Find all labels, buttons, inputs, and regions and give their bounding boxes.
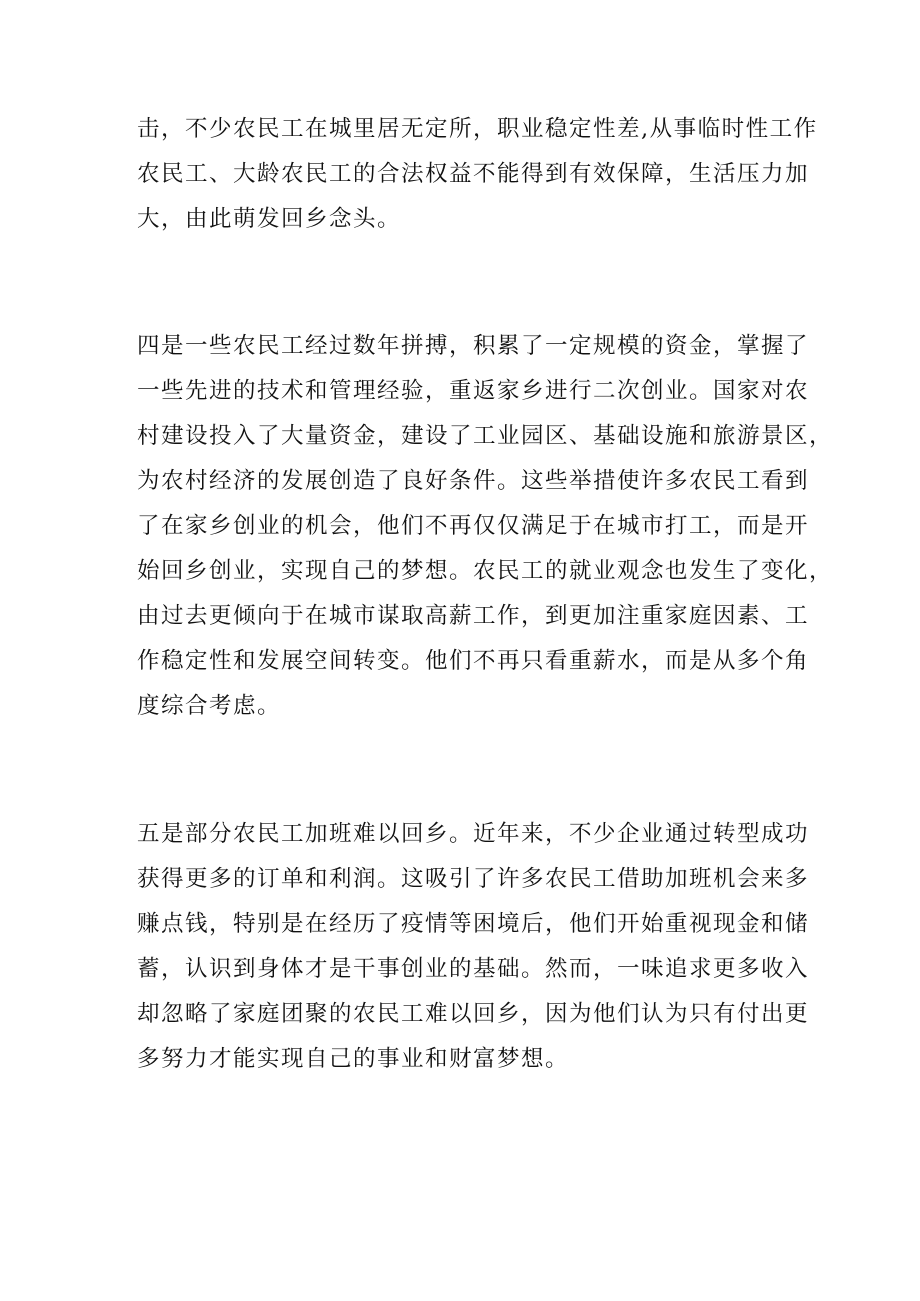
text-line: 始回乡创业，实现自己的梦想。农民工的就业观念也发生了变化， [137, 558, 834, 584]
text-line: 击，不少农民工在城里居无定所，职业稳定性差,从事临时性工作 [137, 116, 818, 142]
text-line: 大，由此萌发回乡念头。 [137, 206, 402, 232]
text-line: 由过去更倾向于在城市谋取高薪工作，到更加注重家庭因素、工 [137, 603, 810, 629]
text-line: 五是部分农民工加班难以回乡。近年来，不少企业通过转型成功 [137, 821, 810, 847]
text-line: 蓄，认识到身体才是干事创业的基础。然而，一味追求更多收入 [137, 956, 810, 982]
paragraph-3 [137, 812, 810, 1082]
text-line: 获得更多的订单和利润。这吸引了许多农民工借助加班机会来多 [137, 866, 810, 892]
text-line: 为农村经济的发展创造了良好条件。这些举措使许多农民工看到 [137, 468, 810, 494]
paragraph-1 [137, 107, 818, 242]
paragraph-2 [137, 324, 834, 729]
text-line: 度综合考虑。 [137, 693, 282, 719]
text-line: 赚点钱，特别是在经历了疫情等困境后，他们开始重视现金和储 [137, 911, 810, 937]
text-line: 四是一些农民工经过数年拼搏，积累了一定规模的资金，掌握了 [137, 333, 810, 359]
text-line: 一些先进的技术和管理经验，重返家乡进行二次创业。国家对农 [137, 378, 810, 404]
text-line: 作稳定性和发展空间转变。他们不再只看重薪水，而是从多个角 [137, 648, 810, 674]
text-line: 却忽略了家庭团聚的农民工难以回乡，因为他们认为只有付出更 [137, 1001, 810, 1027]
text-line: 了在家乡创业的机会，他们不再仅仅满足于在城市打工，而是开 [137, 513, 810, 539]
text-line: 村建设投入了大量资金，建设了工业园区、基础设施和旅游景区， [137, 423, 834, 449]
text-line: 农民工、大龄农民工的合法权益不能得到有效保障，生活压力加 [137, 161, 810, 187]
text-line: 多努力才能实现自己的事业和财富梦想。 [137, 1046, 570, 1072]
